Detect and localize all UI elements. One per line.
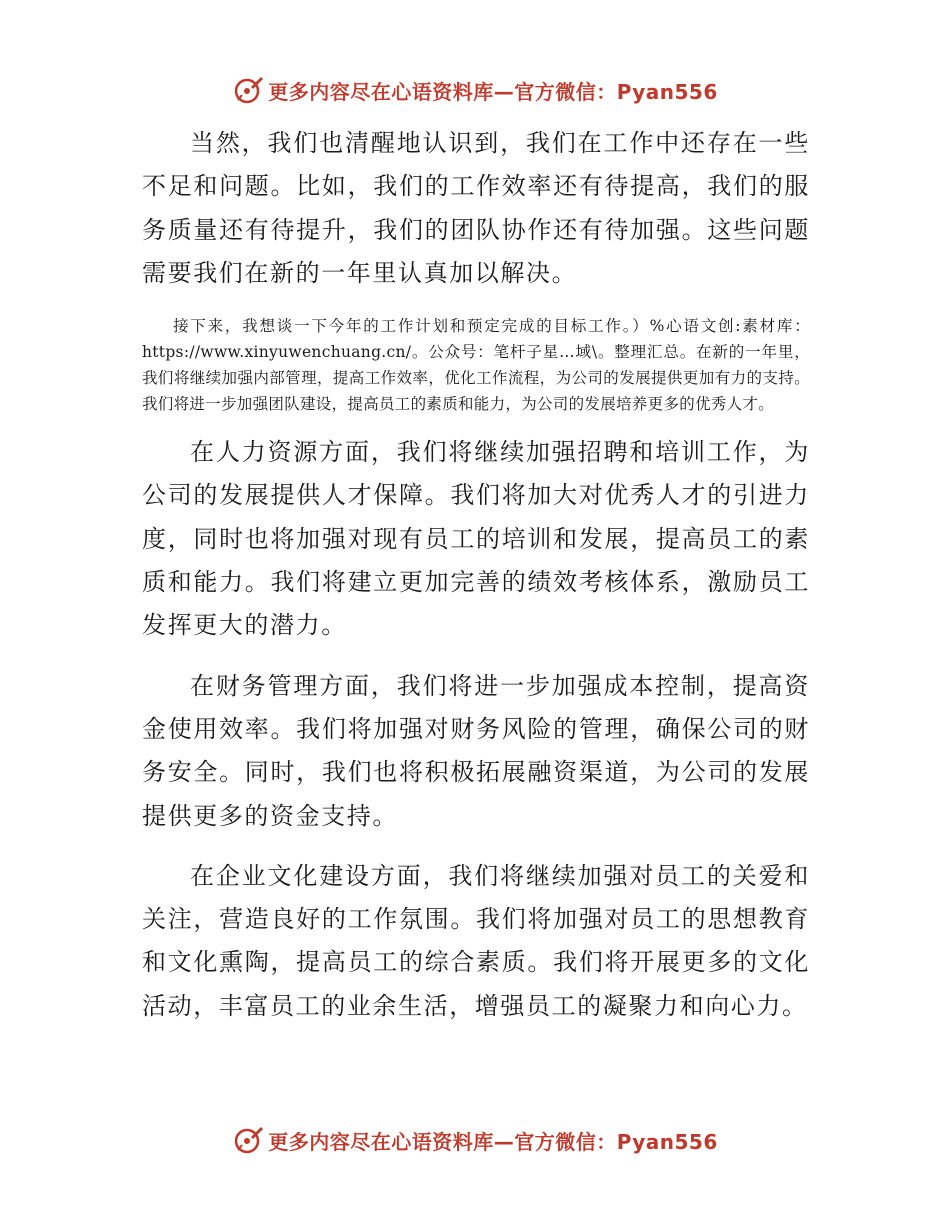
document-body xyxy=(142,122,810,1028)
paragraph-3: 在财务管理方面，我们将进一步加强成本控制，提高资金使用效率。我们将加强对财务风险的管理，确保公司的财务安全。同时，我们也将积极拓展融资渠道，为公司的发展提供更多的资金支持。 xyxy=(142,671,810,830)
footer-banner-text: 更多内容尽在心语资料库—官方微信：Pyan556 xyxy=(268,1129,718,1154)
pen-nib-circle-logo-icon xyxy=(232,74,264,106)
paragraph-small-print: 接下来，我想谈一下今年的工作计划和预定完成的目标工作。）%心语文创:素材库：https://www.xinyuwenchuang.cn/。公众号：笔杆子星…域\。整理汇总。在新的一年里，我们将继续加强内部管理，提高工作效率，优化工作流程，为公司的发展提供更加有力的支持。我们将进一步加强团队建设，提高员工的素质和能力，为公司的发展培养更多的优秀人才。 xyxy=(142,317,810,414)
header-banner-text: 更多内容尽在心语资料库—官方微信：Pyan556 xyxy=(268,79,718,104)
pen-nib-circle-logo-icon xyxy=(232,1124,264,1156)
paragraph-4: 在企业文化建设方面，我们将继续加强对员工的关爱和关注，营造良好的工作氛围。我们将加强对员工的思想教育和文化熏陶，提高员工的综合素质。我们将开展更多的文化活动，丰富员工的业余生活，增强员工的凝聚力和向心力。 xyxy=(142,861,810,1020)
header-banner xyxy=(0,70,950,110)
paragraph-1: 当然，我们也清醒地认识到，我们在工作中还存在一些不足和问题。比如，我们的工作效率还有待提高，我们的服务质量还有待提升，我们的团队协作还有待加强。这些问题需要我们在新的一年里认真加以解决。 xyxy=(142,129,810,287)
paragraph-2: 在人力资源方面，我们将继续加强招聘和培训工作，为公司的发展提供人才保障。我们将加大对优秀人才的引进力度，同时也将加强对现有员工的培训和发展，提高员工的素质和能力。我们将建立更加完善的绩效考核体系，激励员工发挥更大的潜力。 xyxy=(142,438,810,640)
footer-banner xyxy=(0,1120,950,1160)
